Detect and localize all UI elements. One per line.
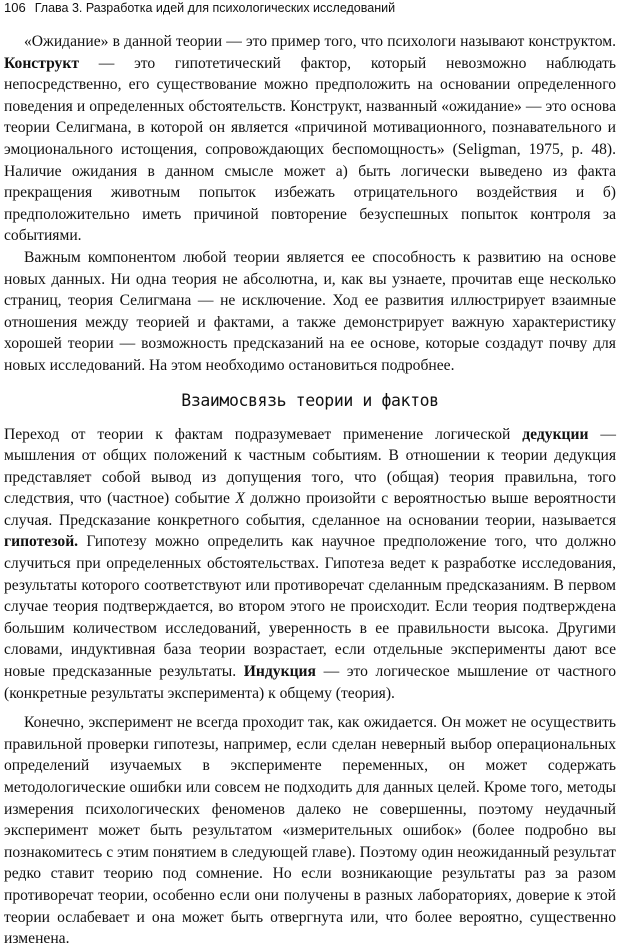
paragraph-deduction-text-3: должно произойти с вероятностью выше вероятности случая. Предсказание конкретного события, сделанное на основании теории, называется [4,490,616,529]
running-header [4,0,616,22]
paragraph-deduction-text-4: Гипотезу можно определить как научное предположение того, что должно случиться при определенных обстоятельствах. Гипотеза ведет к разработке исследования, результаты которого соответствуют или противоречат сделанным предсказаниям. В первом случае теория подтверждается, во втором этого не происходит. Если теория подтверждена большим количеством исследований, уверенность в ее правильности высока. Другими словами, индуктивная база теории возрастает, если отдельные эксперименты дают все новые предсказанные результаты. [4,533,616,681]
paragraph-deduction-text-1: Переход от теории к фактам подразумевает применение логической [4,425,523,443]
paragraph-construct-text-1: «Ожидание» в данной теории — это пример того, что психологи называют конструктом. [24,33,616,50]
paragraph-construct [4,31,616,247]
section-heading: Взаимосвязь теории и фактов [181,390,439,410]
variable-x: X [235,490,245,508]
page-number: 106 [4,0,26,15]
paragraph-construct-text-2: — это гипотетический фактор, который невозможно наблюдать непосредственно, его существование можно предположить на основании определенного поведения и определенных обстоятельств. Конструкт, названный «ожидание» — это основа теории Селигмана, в которой он является «причиной мотивационного, познавательного и эмоционального истощения, сопровождающих беспомощность» (Seligman, 1975, р. 48). Наличие ожидания в данном смысле может а) быть логически выведено из факта прекращения животным попыток избежать отрицательного воздействия и б) предположительно иметь причиной повторение безуспешных попыток контроля за событиями. [4,54,616,245]
paragraph-theory-development: Важным компонентом любой теории является ее способность к развитию на основе новых данных. Ни одна теория не абсолютна, и, как вы узнаете, прочитав еще несколько страниц, теория Селигмана — не исключение. Ход ее развития иллюстрирует взаимные отношения между теорией и фактами, а также демонстрирует важную характеристику хорошей теории — возможность предсказаний на ее основе, которые создадут почву для новых исследований. На этом необходимо остановиться подробнее. [4,248,616,374]
term-deduction: дедукции [522,425,589,443]
main-text [4,31,616,950]
running-title: Глава 3. Разработка идей для психологических исследований [34,1,396,15]
term-hypothesis: гипотезой. [4,533,79,551]
paragraph-deduction-text-2: — мышления от общих положений к частным событиям. В отношении к теории дедукция представляет собой вывод из допущения того, что (общая) теория правильна, того следствия, что (частное) событие [4,425,616,508]
term-induction: Индукция [243,663,316,681]
paragraph-deduction [4,424,616,705]
paragraph-deduction-text-5: — это логическое мышление от частного (конкретные результаты эксперимента) к общему (теория). [4,663,617,702]
term-construct: Конструкт [4,54,79,72]
paragraph-experiment-failure: Конечно, эксперимент не всегда проходит так, как ожидается. Он может не осуществить правильной проверки гипотезы, например, если сделан неверный выбор операциональных определений изучаемых в эксперименте переменных, он может содержать методологические ошибки или совсем не подходить для данных целей. Кроме того, методы измерения психологических феноменов далеко не совершенны, поэтому неудачный эксперимент может быть результатом «измерительных ошибок» (более подробно вы познакомитесь с этим понятием в следующей главе). Поэтому один неожиданный результат редко ставит теорию под сомнение. Но если возникающие результаты раз за разом противоречат теории, особенно если они получены в разных лабораториях, доверие к этой теории ослабевает и она может быть отвергнута или, что более вероятно, существенно изменена. [4,714,616,948]
